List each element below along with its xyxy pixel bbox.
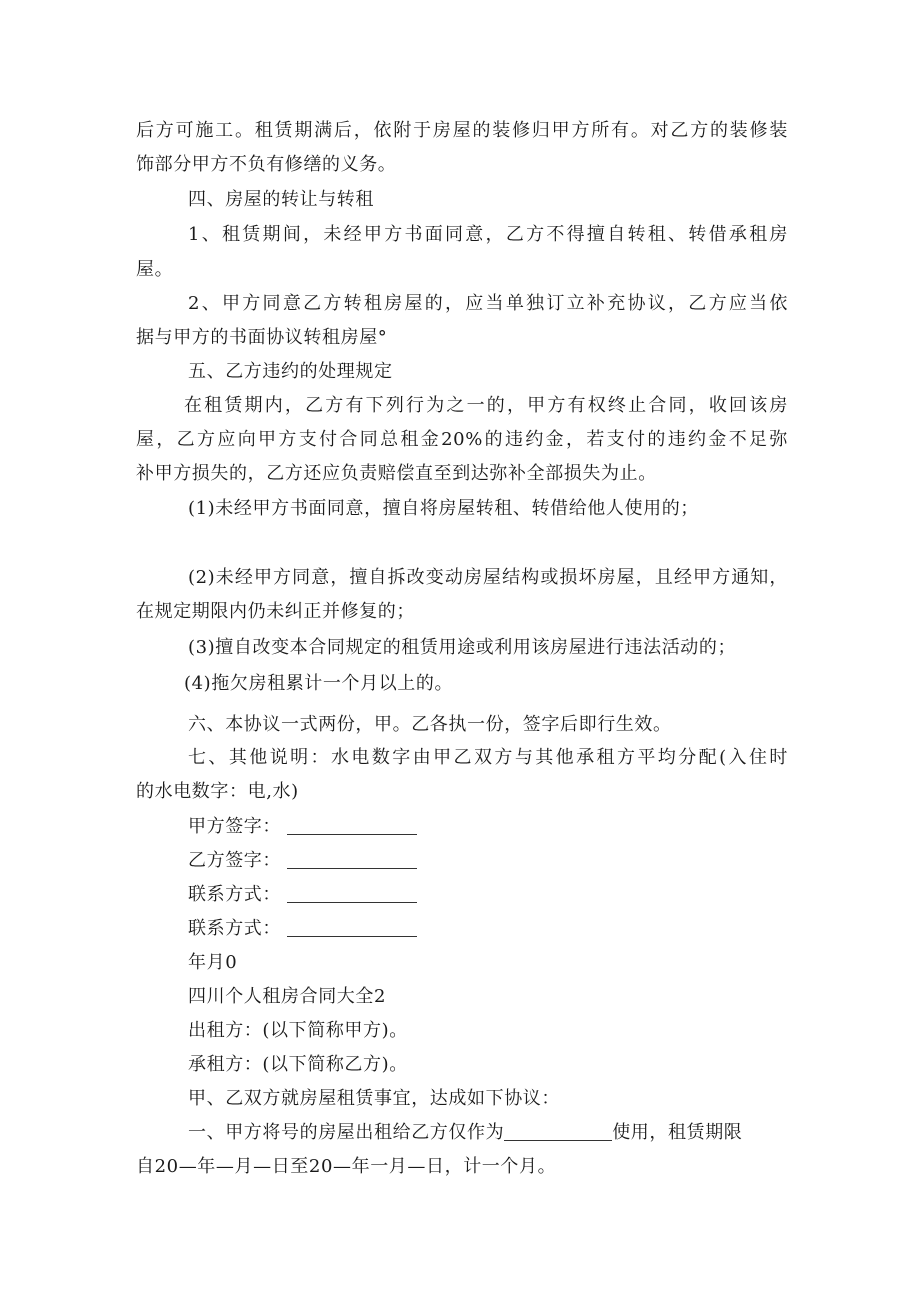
lessee-line: 承租方：(以下简称乙方)。 — [188, 1054, 408, 1075]
date-line: 年月0 — [188, 952, 238, 973]
clause-1-line: 自20—年—月—日至20—年一月—日，计一个月。 — [136, 1156, 557, 1177]
section-heading-4: 四、房屋的转让与转租 — [188, 189, 374, 210]
clause-5-line: 屋，乙方应向甲方支付合同总租金20%的违约金，若支付的违约金不足弥 — [136, 429, 788, 450]
clause-5-line: 在租赁期内，乙方有下列行为之一的，甲方有权终止合同，收回该房 — [184, 395, 788, 416]
clause-1-text: 使用，租赁期限 — [612, 1122, 743, 1143]
contact-blank — [287, 884, 417, 903]
signature-blank — [287, 816, 417, 835]
paragraph-line: 饰部分甲方不负有修缮的义务。 — [136, 154, 397, 175]
section-heading-7-line: 的水电数字：电,水) — [136, 781, 299, 802]
agreement-intro: 甲、乙双方就房屋租赁事宜，达成如下协议： — [188, 1088, 560, 1109]
contact-line — [188, 917, 417, 941]
list-item-2-line: 在规定期限内仍未纠正并修复的； — [136, 601, 415, 622]
clause-4-2-line: 据与甲方的书面协议转租房屋° — [136, 327, 388, 348]
signature-label: 乙方签字： — [188, 850, 281, 871]
contact-blank — [287, 918, 417, 937]
clause-1-text: 一、甲方将号的房屋出租给乙方仅作为 — [188, 1122, 505, 1143]
list-item-4: (4)拖欠房租累计一个月以上的。 — [184, 673, 454, 694]
clause-4-1-line: 1、租赁期间，未经甲方书面同意，乙方不得擅自转租、转借承租房 — [188, 224, 788, 245]
use-purpose-blank — [504, 1122, 612, 1141]
clause-4-1-line: 屋。 — [136, 259, 174, 280]
signature-label: 甲方签字： — [188, 816, 281, 837]
clause-5-line: 补甲方损失的，乙方还应负责赔偿直至到达弥补全部损失为止。 — [136, 463, 657, 484]
signature-line-party-b — [188, 849, 417, 873]
contact-label: 联系方式： — [188, 918, 281, 939]
list-item-3: (3)擅自改变本合同规定的租赁用途或利用该房屋进行违法活动的； — [188, 637, 737, 658]
signature-blank — [287, 850, 417, 869]
clause-4-2-line: 2、甲方同意乙方转租房屋的，应当单独订立补充协议，乙方应当依 — [188, 293, 788, 314]
list-item-2-line: (2)未经甲方同意，擅自拆改变动房屋结构或损坏房屋，且经甲方通知， — [188, 567, 788, 588]
contact-label: 联系方式： — [188, 884, 281, 905]
signature-line-party-a — [188, 815, 417, 839]
section-heading-5: 五、乙方违约的处理规定 — [188, 361, 393, 382]
list-item-1: (1)未经甲方书面同意，擅自将房屋转租、转借给他人使用的； — [188, 498, 699, 519]
section-heading-6: 六、本协议一式两份，甲。乙各执一份，签字后即行生效。 — [188, 714, 672, 735]
contract-title-2: 四川个人租房合同大全2 — [188, 986, 387, 1007]
paragraph-line: 后方可施工。租赁期满后，依附于房屋的装修归甲方所有。对乙方的装修装 — [136, 120, 788, 141]
lessor-line: 出租方：(以下简称甲方)。 — [188, 1020, 408, 1041]
section-heading-7-line: 七、其他说明：水电数字由甲乙双方与其他承租方平均分配(入住时 — [188, 747, 788, 768]
contact-line — [188, 883, 417, 907]
clause-1-line — [188, 1121, 742, 1145]
